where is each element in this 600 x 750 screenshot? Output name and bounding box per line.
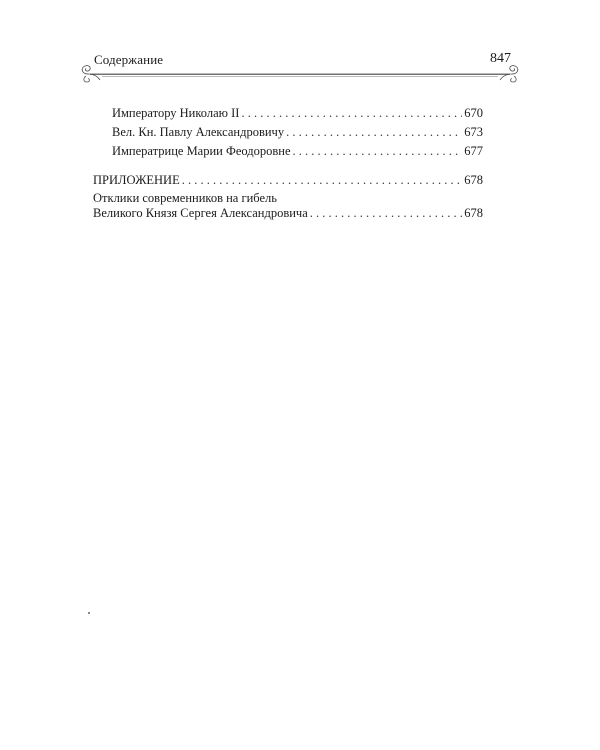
toc-entry-title: Великого Князя Сергея Александровича [93,206,308,220]
page-number: 847 [490,51,511,66]
header-ornament-rule [78,62,522,88]
toc-leader-dots [182,172,463,188]
toc-entry [93,205,483,221]
toc-entry-page: 673 [464,125,483,139]
toc-entry [112,124,483,140]
toc-entry [112,105,483,121]
running-header-title: Содержание [94,52,164,67]
toc-entry-title: ПРИЛОЖЕНИЕ [93,173,180,187]
toc-entry-title: Императору Николаю II [112,106,240,120]
toc-entry-title: Императрице Марии Феодоровне [112,144,291,158]
toc-entry-page: 678 [464,206,483,220]
toc-entry-page: 677 [464,144,483,158]
toc-section-entry [93,172,483,188]
toc-entry-title-line: Отклики современников на гибель [93,191,277,205]
toc-entry-page: 670 [464,106,483,120]
toc-entry-title: Вел. Кн. Павлу Александровичу [112,125,285,139]
scan-speck [88,612,90,614]
toc-entry-page: 678 [464,173,483,187]
toc-leader-dots [286,124,462,140]
toc-leader-dots [310,205,462,221]
toc-leader-dots [293,143,463,159]
toc-entry [112,143,483,159]
toc-leader-dots [241,105,462,121]
running-header [0,0,600,90]
